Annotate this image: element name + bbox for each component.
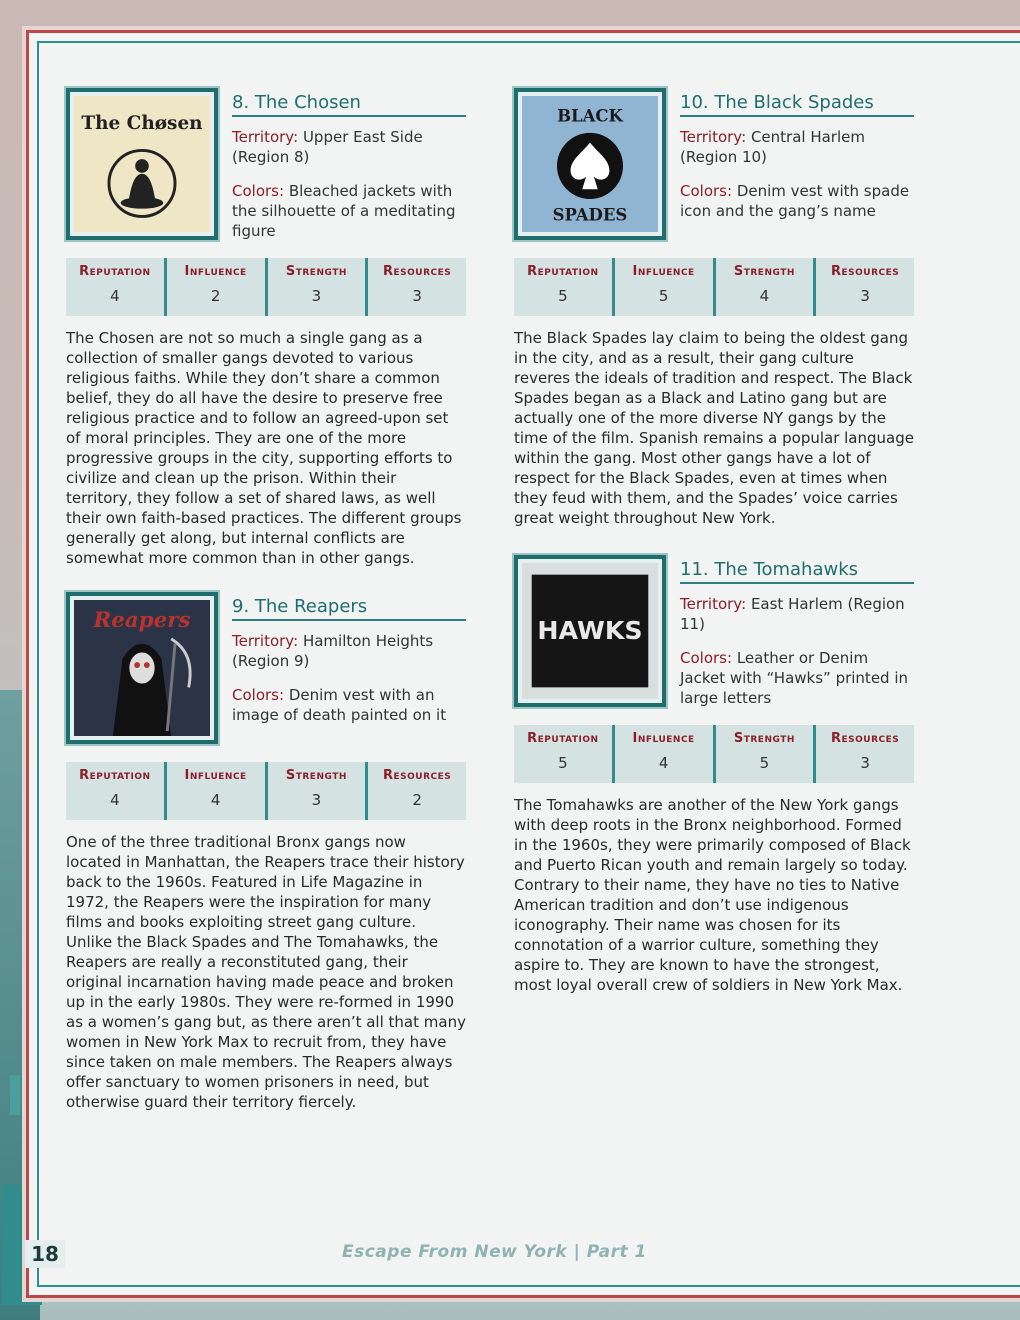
footer-title: Escape From New York | Part 1 [342,1242,647,1262]
territory-field: Territory: Upper East Side (Region 8) [232,128,423,166]
spade-icon [522,96,658,232]
gang-title: 10. The Black Spades [680,92,914,117]
stats-table [66,762,466,820]
stat-resources: Resources 2 [382,768,452,809]
stat-strength: Strength 3 [268,258,369,316]
gang-description: The Black Spades lay claim to being the oldest gang in the city, and as a result, their gang culture reveres the ideals of tradition and respect. The Black Spades began as a Black and Latino gang but are actually one of the more diverse NY gangs by the time of the film. Spanish remains a popular language within the gang. Most other gangs have a lot of respect for the Black Spades, even at times when they feud with them, and the Spades’ voice carries great weight throughout New York. [514,329,914,527]
stat-resources: Resources 3 [830,264,900,305]
stat-strength: Strength 3 [268,762,369,820]
gang-description: The Tomahawks are another of the New York gangs with deep roots in the Bronx neighborhood. Formed in the 1960s, they were primarily composed of Black and Puerto Rican youth and remain largely so today. Contrary to their name, they have no ties to Native American tradition and don’t use indigenous iconography. Their name was chosen for its connotation of a warrior culture, something they aspire to. They are known to have the strongest, most loyal overall crew of soldiers in New York Max. [514,796,911,994]
territory-field: Territory: East Harlem (Region 11) [680,595,905,633]
stat-strength: Strength 4 [716,258,817,316]
stat-influence: Influence 4 [167,762,268,820]
svg-text:The Chøsen: The Chøsen [81,113,203,135]
emblem-chosen [66,88,218,240]
hawks-lettering-icon [522,563,658,699]
gang-description: The Chosen are not so much a single gang as a collection of smaller gangs devoted to various religious faiths. While they don’t share a common belief, they do all have the desire to preserve free religious practice and to follow an agreed-upon set of moral principles. They are one of the more progressive groups in the city, supporting efforts to civilize and clean up the prison. Within their territory, they follow a set of shared laws, as well their own faith-based practices. The different groups generally get along, but internal conflicts are somewhat more common than in other gangs. [66,329,462,567]
svg-text:HAWKS: HAWKS [537,615,643,645]
stats-table [66,258,466,316]
colors-field: Colors: Bleached jackets with the silhouette of a meditating figure [232,182,456,240]
territory-field: Territory: Hamilton Heights (Region 9) [232,632,434,670]
gang-header [232,596,466,739]
stat-reputation: Reputation 5 [514,725,615,783]
stat-reputation: Reputation 5 [514,258,615,316]
gang-title: 8. The Chosen [232,92,466,117]
stat-influence: Influence 5 [615,258,716,316]
colors-field: Colors: Leather or Denim Jacket with “Hawks” printed in large letters [680,649,909,707]
stat-resources: Resources 3 [830,731,900,772]
stat-reputation: Reputation 4 [66,762,167,820]
territory-field: Territory: Central Harlem (Region 10) [680,128,865,166]
page-number: 18 [25,1240,65,1268]
svg-text:Reapers: Reapers [93,608,191,634]
gang-title: 11. The Tomahawks [680,559,914,584]
stat-influence: Influence 4 [615,725,716,783]
emblem-black-spades [514,88,666,240]
stats-table [514,258,914,316]
stats-table [514,725,914,783]
emblem-tomahawks [514,555,666,707]
gang-header [232,92,466,255]
colors-field: Colors: Denim vest with spade icon and the gang’s name [680,182,910,220]
stat-influence: Influence 2 [167,258,268,316]
gang-header [680,92,914,235]
stat-strength: Strength 5 [716,725,817,783]
svg-text:SPADES: SPADES [552,204,628,225]
stat-reputation: Reputation 4 [66,258,167,316]
grim-reaper-icon [74,600,210,736]
gang-description: One of the three traditional Bronx gangs now located in Manhattan, the Reapers trace their history back to the 1960s. Featured in Life Magazine in 1972, the Reapers were the inspiration for many films and books exploiting street gang culture. Unlike the Black Spades and The Tomahawks, the Reapers are really a reconstituted gang, their original incarnation having made peace and broken up in the early 1980s. They were re-formed in 1990 as a women’s gang but, as there aren’t all that many women in New York Max to recruit from, they have since taken on male members. The Reapers always offer sanctuary to women prisoners in need, but otherwise guard their territory fiercely. [66,833,466,1111]
svg-text:BLACK: BLACK [557,105,623,126]
colors-field: Colors: Denim vest with an image of death painted on it [232,686,447,724]
gang-title: 9. The Reapers [232,596,466,621]
stat-resources: Resources 3 [382,264,452,305]
emblem-reapers [66,592,218,744]
gang-header [680,559,914,722]
meditating-figure-icon [74,96,210,232]
